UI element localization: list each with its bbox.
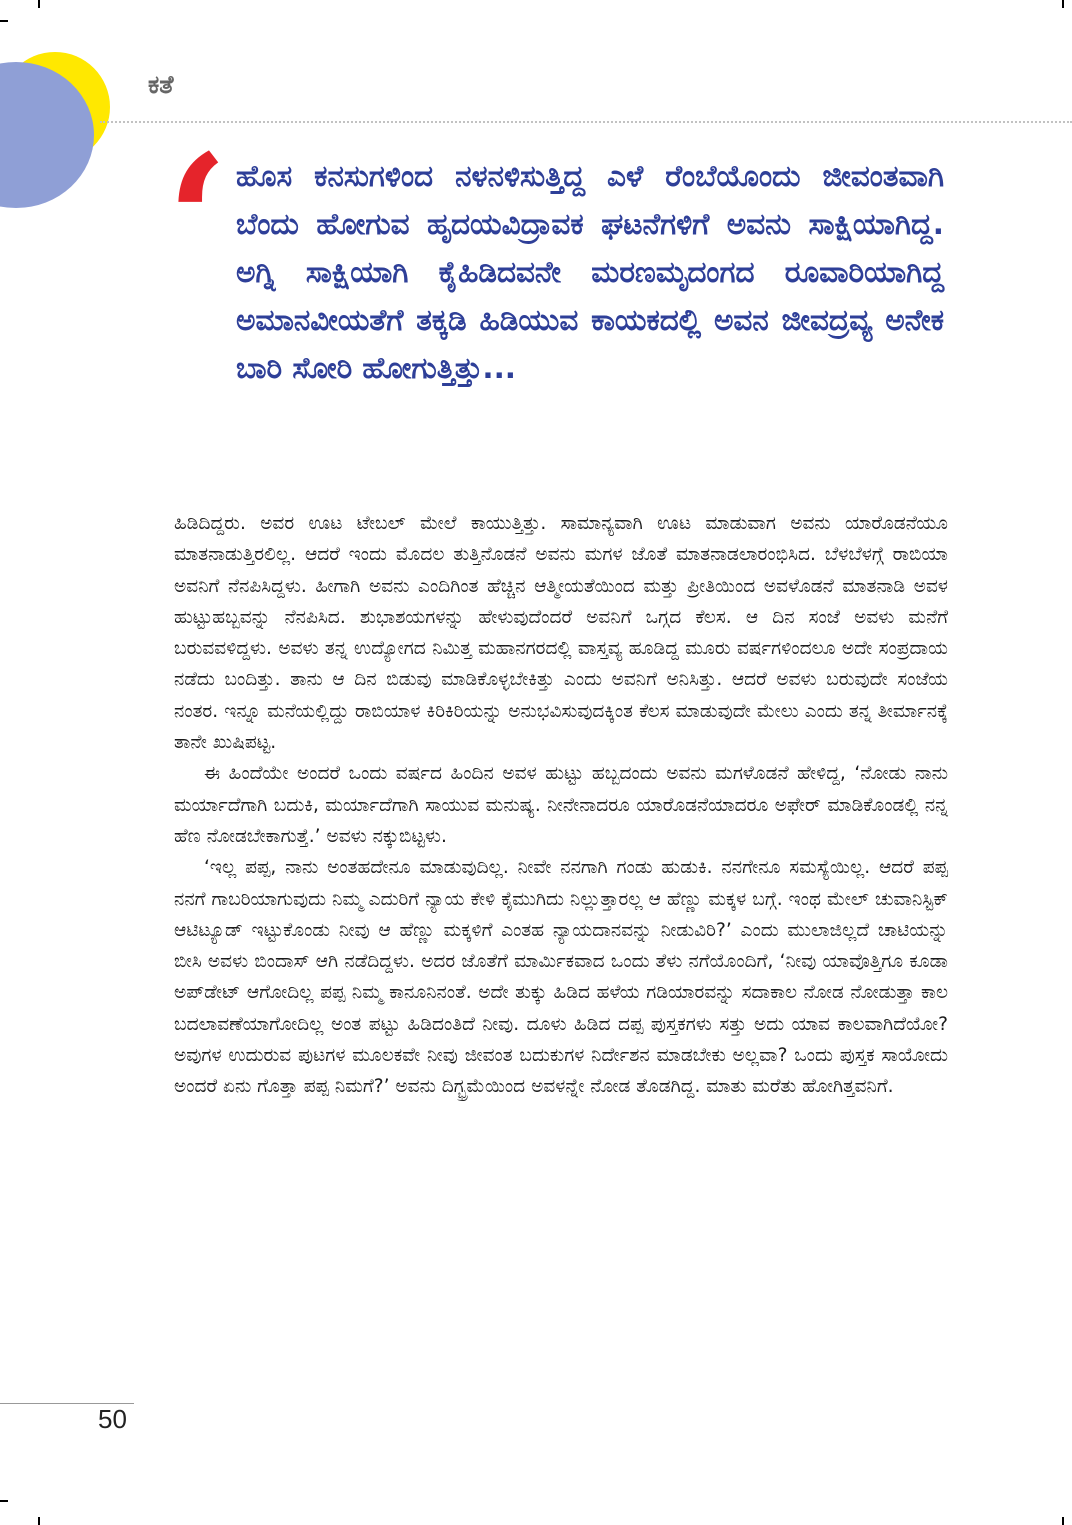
crop-mark-bottom-right xyxy=(1062,1517,1064,1525)
crop-mark-top-right xyxy=(1062,0,1064,8)
section-label: ಕತೆ xyxy=(148,70,174,99)
crop-mark-top-left xyxy=(38,0,40,8)
header-dotted-divider xyxy=(100,121,1072,123)
paragraph-2: ಈ ಹಿಂದೆಯೇ ಅಂದರೆ ಒಂದು ವರ್ಷದ ಹಿಂದಿನ ಅವಳ ಹುಟ್ಟು ಹಬ್ಬದಂದು ಅವನು ಮಗಳೊಡನೆ ಹೇಳಿದ್ದ, ‘ನೋಡು ನಾನು ಮರ್ಯಾದೆಗಾಗಿ ಬದುಕಿ, ಮರ್ಯಾದೆಗಾಗಿ ಸಾಯುವ ಮನುಷ್ಯ. ನೀನೇನಾದರೂ ಯಾರೊಡನೆಯಾದರೂ ಅಫೇರ್ ಮಾಡಿಕೊಂಡಲ್ಲಿ ನನ್ನ ಹೆಣ ನೋಡಬೇಕಾಗುತ್ತೆ.’ ಅವಳು ನಕ್ಕುಬಿಟ್ಟಳು. xyxy=(174,763,948,847)
pull-quote: ಹೊಸ ಕನಸುಗಳಿಂದ ನಳನಳಿಸುತ್ತಿದ್ದ ಎಳೆ ರೆಂಬೆಯೊಂದು ಜೀವಂತವಾಗಿ ಬೆಂದು ಹೋಗುವ ಹೃದಯವಿದ್ರಾವಕ ಘಟನೆಗಳಿಗೆ ಅವನು ಸಾಕ್ಷಿಯಾಗಿದ್ದ. ಅಗ್ನಿ ಸಾಕ್ಷಿಯಾಗಿ ಕೈಹಿಡಿದವನೇ ಮರಣಮೃದಂಗದ ರೂವಾರಿಯಾಗಿದ್ದ ಅಮಾನವೀಯತೆಗೆ ತಕ್ಕಡಿ ಹಿಡಿಯುವ ಕಾಯಕದಲ್ಲಿ ಅವನ ಜೀವದ್ರವ್ಯ ಅನೇಕ ಬಾರಿ ಸೋರಿ ಹೋಗುತ್ತಿತ್ತು... xyxy=(236,159,944,385)
quote-mark-icon: ‘ xyxy=(166,116,229,327)
body-text xyxy=(174,508,948,1103)
paragraph-3: ‘ಇಲ್ಲ ಪಪ್ಪ, ನಾನು ಅಂತಹದೇನೂ ಮಾಡುವುದಿಲ್ಲ. ನೀವೇ ನನಗಾಗಿ ಗಂಡು ಹುಡುಕಿ. ನನಗೇನೂ ಸಮಸ್ಯೆಯಿಲ್ಲ. ಆದರೆ ಪಪ್ಪ ನನಗೆ ಗಾಬರಿಯಾಗುವುದು ನಿಮ್ಮ ಎದುರಿಗೆ ನ್ಯಾಯ ಕೇಳಿ ಕೈಮುಗಿದು ನಿಲ್ಲುತ್ತಾರಲ್ಲ ಆ ಹೆಣ್ಣು ಮಕ್ಕಳ ಬಗ್ಗೆ. ಇಂಥ ಮೇಲ್ ಚುವಾನಿಸ್ಟಿಕ್ ಆಟಿಟ್ಯೂಡ್ ಇಟ್ಟುಕೊಂಡು ನೀವು ಆ ಹೆಣ್ಣು ಮಕ್ಕಳಿಗೆ ಎಂತಹ ನ್ಯಾಯದಾನವನ್ನು ನೀಡುವಿರಿ?’ ಎಂದು ಮುಲಾಜಿಲ್ಲದೆ ಚಾಟಿಯನ್ನು ಬೀಸಿ ಅವಳು ಬಿಂದಾಸ್ ಆಗಿ ನಡೆದಿದ್ದಳು. ಅದರ ಜೊತೆಗೆ ಮಾರ್ಮಿಕವಾದ ಒಂದು ತೆಳು ನಗೆಯೊಂದಿಗೆ, ‘ನೀವು ಯಾವೊತ್ತಿಗೂ ಕೂಡಾ ಅಪ್‌ಡೇಟ್ ಆಗೋದಿಲ್ಲ ಪಪ್ಪ ನಿಮ್ಮ ಕಾನೂನಿನಂತೆ. ಅದೇ ತುಕ್ಕು ಹಿಡಿದ ಹಳೆಯ ಗಡಿಯಾರವನ್ನು ಸದಾಕಾಲ ನೋಡ ನೋಡುತ್ತಾ ಕಾಲ ಬದಲಾವಣೆಯಾಗೋದಿಲ್ಲ ಅಂತ ಪಟ್ಟು ಹಿಡಿದಂತಿದೆ ನೀವು. ದೂಳು ಹಿಡಿದ ದಪ್ಪ ಪುಸ್ತಕಗಳು ಸತ್ತು ಅದು ಯಾವ ಕಾಲವಾಗಿದೆಯೋ? ಅವುಗಳ ಉದುರುವ ಪುಟಗಳ ಮೂಲಕವೇ ನೀವು ಜೀವಂತ ಬದುಕುಗಳ ನಿರ್ದೇಶನ ಮಾಡಬೇಕು ಅಲ್ಲವಾ? ಒಂದು ಪುಸ್ತಕ ಸಾಯೋದು ಅಂದರೆ ಏನು ಗೊತ್ತಾ ಪಪ್ಪ ನಿಮಗೆ?’ ಅವನು ದಿಗ್ಭ್ರಮೆಯಿಂದ ಅವಳನ್ನೇ ನೋಡ ತೊಡಗಿದ್ದ. ಮಾತು ಮರೆತು ಹೋಗಿತ್ತವನಿಗೆ. xyxy=(174,857,948,1098)
crop-mark-bottom-left xyxy=(38,1517,40,1525)
crop-mark-left-bottom xyxy=(0,1500,8,1502)
crop-mark-left-top xyxy=(0,20,8,22)
paragraph-1: ಹಿಡಿದಿದ್ದರು. ಅವರ ಊಟ ಟೇಬಲ್ ಮೇಲೆ ಕಾಯುತ್ತಿತ್ತು. ಸಾಮಾನ್ಯವಾಗಿ ಊಟ ಮಾಡುವಾಗ ಅವನು ಯಾರೊಡನೆಯೂ ಮಾತನಾಡುತ್ತಿರಲಿಲ್ಲ. ಆದರೆ ಇಂದು ಮೊದಲ ತುತ್ತಿನೊಡನೆ ಅವನು ಮಗಳ ಜೊತೆ ಮಾತನಾಡಲಾರಂಭಿಸಿದ. ಬೆಳಬೆಳಗ್ಗೆ ರಾಬಿಯಾ ಅವನಿಗೆ ನೆನಪಿಸಿದ್ದಳು. ಹೀಗಾಗಿ ಅವನು ಎಂದಿಗಿಂತ ಹೆಚ್ಚಿನ ಆತ್ಮೀಯತೆಯಿಂದ ಮತ್ತು ಪ್ರೀತಿಯಿಂದ ಅವಳೊಡನೆ ಮಾತನಾಡಿ ಅವಳ ಹುಟ್ಟುಹಬ್ಬವನ್ನು ನೆನಪಿಸಿದ. ಶುಭಾಶಯಗಳನ್ನು ಹೇಳುವುದೆಂದರೆ ಅವನಿಗೆ ಒಗ್ಗದ ಕೆಲಸ. ಆ ದಿನ ಸಂಜೆ ಅವಳು ಮನೆಗೆ ಬರುವವಳಿದ್ದಳು. ಅವಳು ತನ್ನ ಉದ್ಯೋಗದ ನಿಮಿತ್ತ ಮಹಾನಗರದಲ್ಲಿ ವಾಸ್ತವ್ಯ ಹೂಡಿದ್ದ ಮೂರು ವರ್ಷಗಳಿಂದಲೂ ಅದೇ ಸಂಪ್ರದಾಯ ನಡೆದು ಬಂದಿತ್ತು. ತಾನು ಆ ದಿನ ಬಿಡುವು ಮಾಡಿಕೊಳ್ಳಬೇಕಿತ್ತು ಎಂದು ಅವನಿಗೆ ಅನಿಸಿತ್ತು. ಆದರೆ ಅವಳು ಬರುವುದೇ ಸಂಜೆಯ ನಂತರ. ಇನ್ನೂ ಮನೆಯಲ್ಲಿದ್ದು ರಾಬಿಯಾಳ ಕಿರಿಕಿರಿಯನ್ನು ಅನುಭವಿಸುವುದಕ್ಕಿಂತ ಕೆಲಸ ಮಾಡುವುದೇ ಮೇಲು ಎಂದು ತನ್ನ ತೀರ್ಮಾನಕ್ಕೆ ತಾನೇ ಖುಷಿಪಟ್ಟ. xyxy=(174,513,948,754)
page-number: 50 xyxy=(98,1404,127,1434)
